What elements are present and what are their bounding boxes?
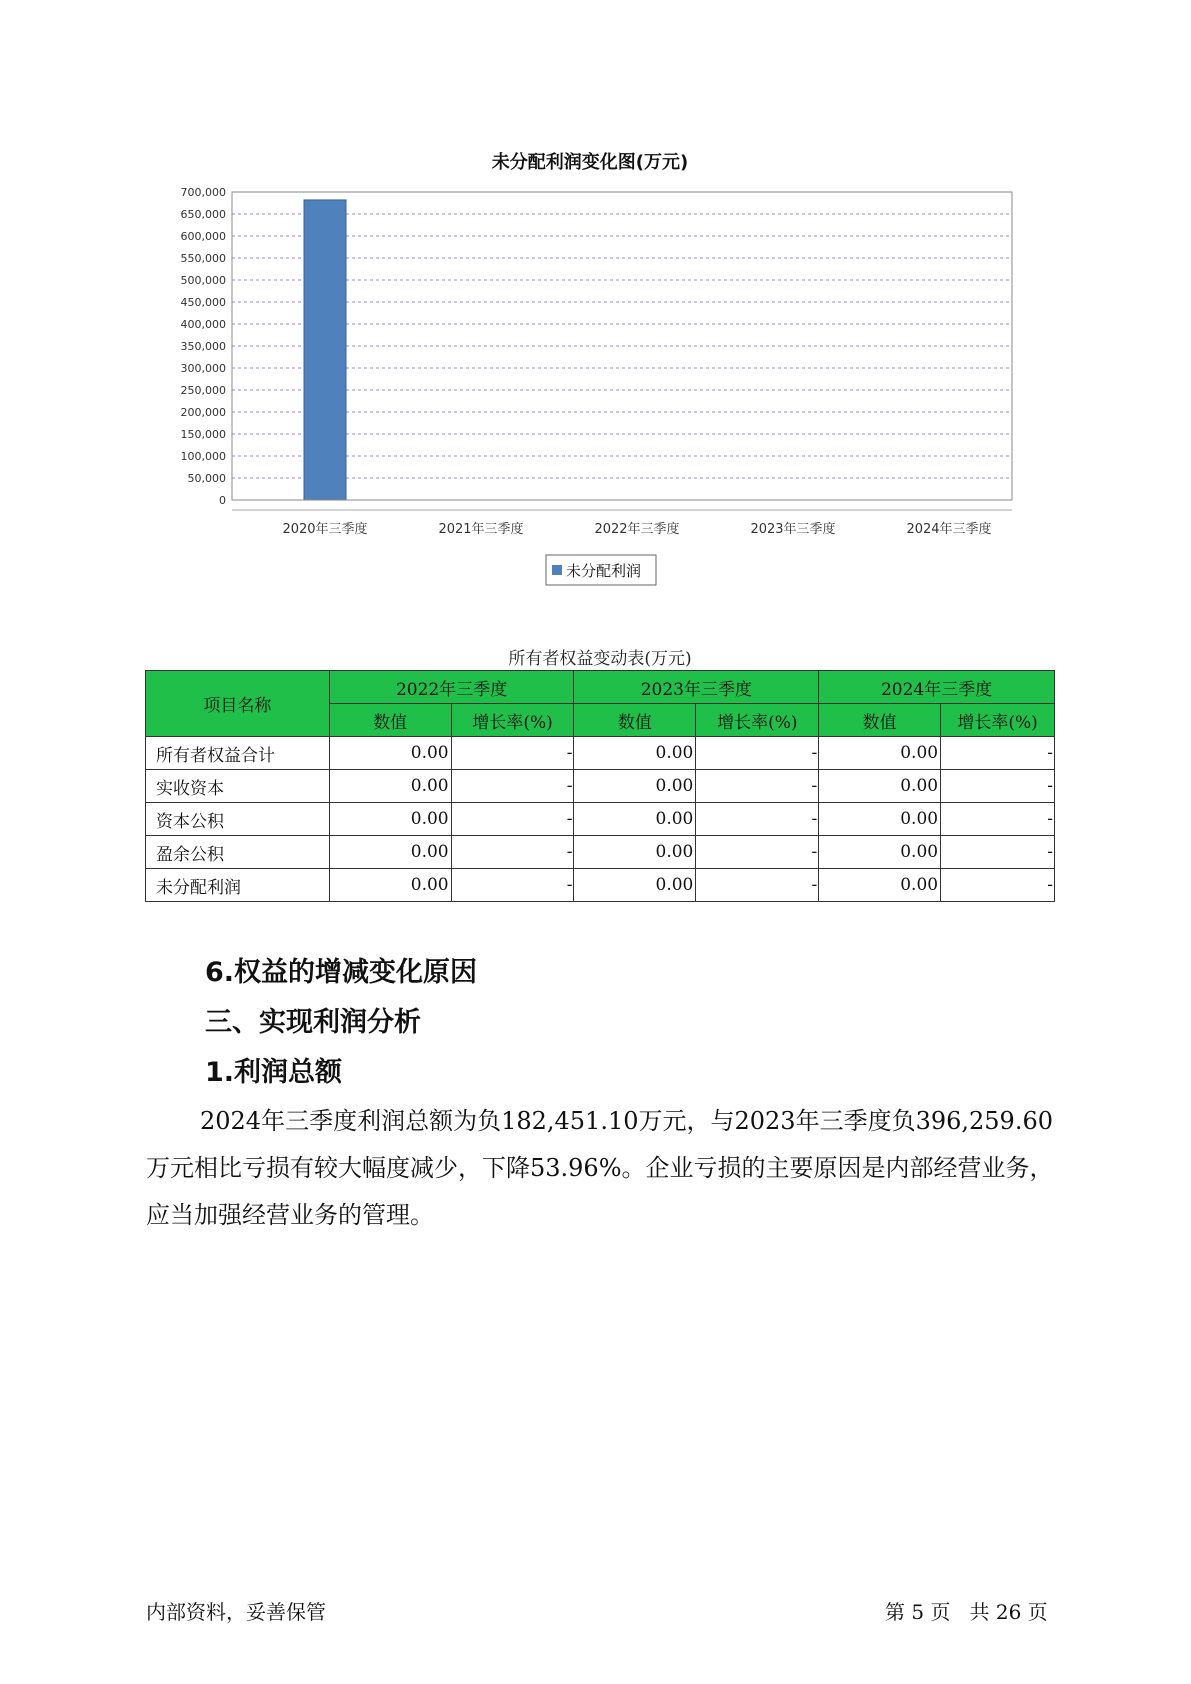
cell-value: 0.00 — [329, 737, 451, 770]
header-period: 2024年三季度 — [819, 671, 1055, 704]
cell-value: 0.00 — [329, 836, 451, 869]
table-body — [146, 737, 1055, 902]
cell-value: 0.00 — [574, 737, 696, 770]
footer-confidential: 内部资料，妥善保管 — [146, 1600, 326, 1624]
header-value: 数值 — [329, 704, 451, 737]
chart-y-ticks — [181, 186, 227, 507]
cell-growth: - — [696, 737, 819, 770]
cell-growth: - — [941, 869, 1055, 902]
y-tick-label: 0 — [219, 494, 226, 507]
y-tick-label: 600,000 — [180, 230, 226, 243]
cell-growth: - — [941, 836, 1055, 869]
header-period: 2023年三季度 — [574, 671, 819, 704]
y-tick-label: 350,000 — [180, 340, 226, 353]
y-tick-label: 300,000 — [180, 362, 226, 375]
y-tick-label: 250,000 — [180, 384, 226, 397]
cell-growth: - — [696, 803, 819, 836]
row-name: 盈余公积 — [146, 836, 330, 869]
header-item-name: 项目名称 — [146, 671, 330, 737]
undistributed-profit-chart — [150, 140, 1030, 600]
chart-canvas — [150, 140, 1030, 600]
header-value: 数值 — [574, 704, 696, 737]
table-row — [146, 836, 1055, 869]
table-row — [146, 770, 1055, 803]
cell-growth: - — [941, 803, 1055, 836]
table-row — [146, 869, 1055, 902]
cell-growth: - — [451, 770, 574, 803]
chart-title: 未分配利润变化图(万元) — [491, 152, 689, 173]
row-name: 未分配利润 — [146, 869, 330, 902]
x-tick-label: 2022年三季度 — [594, 522, 680, 537]
y-tick-label: 400,000 — [180, 318, 226, 331]
chart-gridlines — [232, 192, 1012, 478]
y-tick-label: 150,000 — [180, 428, 226, 441]
header-growth: 增长率(%) — [696, 704, 819, 737]
row-name: 资本公积 — [146, 803, 330, 836]
cell-value: 0.00 — [574, 836, 696, 869]
cell-value: 0.00 — [819, 836, 941, 869]
y-tick-label: 200,000 — [180, 406, 226, 419]
y-tick-label: 650,000 — [180, 208, 226, 221]
cell-growth: - — [451, 803, 574, 836]
table-row — [146, 737, 1055, 770]
cell-value: 0.00 — [819, 737, 941, 770]
section-heading-equity-change: 6.权益的增减变化原因 — [205, 957, 478, 988]
header-growth: 增长率(%) — [941, 704, 1055, 737]
section-heading-total-profit: 1.利润总额 — [205, 1057, 343, 1088]
cell-growth: - — [451, 737, 574, 770]
x-tick-label: 2023年三季度 — [750, 522, 836, 537]
cell-value: 0.00 — [329, 803, 451, 836]
cell-value: 0.00 — [574, 770, 696, 803]
footer-page-number: 第 5 页 共 26 页 — [885, 1600, 1048, 1624]
cell-value: 0.00 — [819, 803, 941, 836]
chart-bars — [304, 200, 346, 500]
profit-paragraph: 2024年三季度利润总额为负182,451.10万元，与2023年三季度负396,259.60万元相比亏损有较大幅度减少，下降53.96%。企业亏损的主要原因是内部经营业务，应当加强经营业务的管理。 — [146, 1107, 1054, 1229]
y-tick-label: 700,000 — [180, 186, 226, 199]
x-tick-label: 2024年三季度 — [906, 522, 992, 537]
legend-swatch — [552, 565, 562, 575]
legend-label: 未分配利润 — [566, 562, 642, 580]
table-header-row — [146, 671, 1055, 704]
cell-value: 0.00 — [819, 869, 941, 902]
x-tick-label: 2021年三季度 — [438, 522, 524, 537]
cell-value: 0.00 — [574, 869, 696, 902]
table-caption: 所有者权益变动表(万元) — [508, 649, 692, 669]
bar-undistributed-profit — [304, 200, 346, 500]
cell-growth: - — [451, 869, 574, 902]
section-heading-profit-analysis: 三、实现利润分析 — [205, 1007, 421, 1038]
table-row — [146, 803, 1055, 836]
y-tick-label: 500,000 — [180, 274, 226, 287]
y-tick-label: 50,000 — [187, 472, 226, 485]
cell-growth: - — [696, 770, 819, 803]
header-growth: 增长率(%) — [451, 704, 574, 737]
y-tick-label: 550,000 — [180, 252, 226, 265]
cell-growth: - — [941, 770, 1055, 803]
cell-growth: - — [696, 869, 819, 902]
cell-growth: - — [696, 836, 819, 869]
row-name: 实收资本 — [146, 770, 330, 803]
cell-value: 0.00 — [574, 803, 696, 836]
x-tick-label: 2020年三季度 — [282, 522, 368, 537]
cell-value: 0.00 — [329, 770, 451, 803]
chart-x-ticks — [232, 510, 1012, 537]
cell-growth: - — [941, 737, 1055, 770]
cell-growth: - — [451, 836, 574, 869]
header-value: 数值 — [819, 704, 941, 737]
cell-value: 0.00 — [329, 869, 451, 902]
header-period: 2022年三季度 — [329, 671, 574, 704]
cell-value: 0.00 — [819, 770, 941, 803]
chart-legend — [546, 555, 656, 585]
y-tick-label: 100,000 — [180, 450, 226, 463]
equity-change-table — [145, 670, 1055, 902]
row-name: 所有者权益合计 — [146, 737, 330, 770]
y-tick-label: 450,000 — [180, 296, 226, 309]
